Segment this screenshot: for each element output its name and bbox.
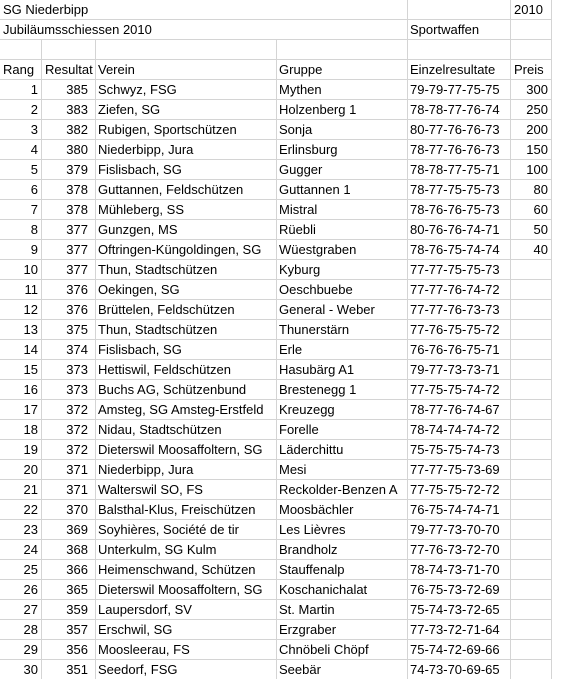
header-gruppe[interactable]: Gruppe	[277, 60, 408, 80]
verein-cell[interactable]: Rubigen, Sportschützen	[96, 120, 277, 140]
rang-cell[interactable]: 1	[0, 80, 42, 100]
preis-cell[interactable]	[511, 460, 552, 480]
preis-cell[interactable]	[511, 380, 552, 400]
einzelresultate-cell[interactable]: 75-74-73-72-65	[408, 600, 511, 620]
resultat-cell[interactable]: 373	[42, 360, 96, 380]
header-verein[interactable]: Verein	[96, 60, 277, 80]
verein-cell[interactable]: Niederbipp, Jura	[96, 460, 277, 480]
table-row	[0, 580, 575, 600]
gruppe-cell[interactable]: Kyburg	[277, 260, 408, 280]
einzelresultate-cell[interactable]: 77-77-76-74-72	[408, 280, 511, 300]
gruppe-cell[interactable]: Stauffenalp	[277, 560, 408, 580]
verein-cell[interactable]: Gunzgen, MS	[96, 220, 277, 240]
header-preis[interactable]: Preis	[511, 60, 552, 80]
preis-cell[interactable]	[511, 260, 552, 280]
resultat-cell[interactable]: 366	[42, 560, 96, 580]
einzelresultate-cell[interactable]: 79-79-77-75-75	[408, 80, 511, 100]
rang-cell[interactable]: 20	[0, 460, 42, 480]
gruppe-cell[interactable]: Forelle	[277, 420, 408, 440]
empty-cell[interactable]	[96, 40, 277, 60]
rang-cell[interactable]: 17	[0, 400, 42, 420]
gruppe-cell[interactable]: Kreuzegg	[277, 400, 408, 420]
einzelresultate-cell[interactable]: 78-77-76-74-67	[408, 400, 511, 420]
blank-row	[0, 40, 575, 60]
table-row	[0, 300, 575, 320]
resultat-cell[interactable]: 356	[42, 640, 96, 660]
resultat-cell[interactable]: 379	[42, 160, 96, 180]
verein-cell[interactable]: Moosleerau, FS	[96, 640, 277, 660]
gruppe-cell[interactable]: Chnöbeli Chöpf	[277, 640, 408, 660]
rang-cell[interactable]: 30	[0, 660, 42, 679]
preis-cell[interactable]: 60	[511, 200, 552, 220]
einzelresultate-cell[interactable]: 78-77-76-76-73	[408, 140, 511, 160]
preis-cell[interactable]	[511, 320, 552, 340]
resultat-cell[interactable]: 373	[42, 380, 96, 400]
gruppe-cell[interactable]: Mesi	[277, 460, 408, 480]
preis-cell[interactable]	[511, 400, 552, 420]
resultat-cell[interactable]: 376	[42, 280, 96, 300]
rang-cell[interactable]: 3	[0, 120, 42, 140]
rang-cell[interactable]: 26	[0, 580, 42, 600]
resultat-cell[interactable]: 357	[42, 620, 96, 640]
resultat-cell[interactable]: 365	[42, 580, 96, 600]
header-resultat[interactable]: Resultat	[42, 60, 96, 80]
table-row	[0, 340, 575, 360]
resultat-cell[interactable]: 377	[42, 240, 96, 260]
gruppe-cell[interactable]: Brestenegg 1	[277, 380, 408, 400]
resultat-cell[interactable]: 374	[42, 340, 96, 360]
preis-cell[interactable]	[511, 520, 552, 540]
gruppe-cell[interactable]: Reckolder-Benzen A	[277, 480, 408, 500]
gruppe-cell[interactable]: Les Lièvres	[277, 520, 408, 540]
rang-cell[interactable]: 12	[0, 300, 42, 320]
table-row	[0, 220, 575, 240]
resultat-cell[interactable]: 359	[42, 600, 96, 620]
table-row	[0, 380, 575, 400]
resultat-cell[interactable]: 377	[42, 260, 96, 280]
einzelresultate-cell[interactable]: 78-76-75-74-74	[408, 240, 511, 260]
preis-cell[interactable]	[511, 500, 552, 520]
verein-cell[interactable]: Buchs AG, Schützenbund	[96, 380, 277, 400]
table-row	[0, 180, 575, 200]
preis-cell[interactable]	[511, 540, 552, 560]
gruppe-cell[interactable]: Brandholz	[277, 540, 408, 560]
gruppe-cell[interactable]: Koschanichalat	[277, 580, 408, 600]
preis-cell[interactable]	[511, 560, 552, 580]
table-row	[0, 420, 575, 440]
empty-cell[interactable]	[277, 40, 408, 60]
gruppe-cell[interactable]: Mythen	[277, 80, 408, 100]
preis-cell[interactable]	[511, 660, 552, 679]
preis-cell[interactable]	[511, 640, 552, 660]
einzelresultate-cell[interactable]: 74-73-70-69-65	[408, 660, 511, 679]
rang-cell[interactable]: 7	[0, 200, 42, 220]
resultat-cell[interactable]: 380	[42, 140, 96, 160]
verein-cell[interactable]: Seedorf, FSG	[96, 660, 277, 679]
verein-cell[interactable]: Thun, Stadtschützen	[96, 320, 277, 340]
table-row	[0, 500, 575, 520]
verein-cell[interactable]: Dieterswil Moosaffoltern, SG	[96, 440, 277, 460]
einzelresultate-cell[interactable]: 75-75-75-74-73	[408, 440, 511, 460]
einzelresultate-cell[interactable]: 77-77-75-73-69	[408, 460, 511, 480]
einzelresultate-cell[interactable]: 77-75-75-74-72	[408, 380, 511, 400]
verein-cell[interactable]: Fislisbach, SG	[96, 160, 277, 180]
preis-cell[interactable]	[511, 580, 552, 600]
einzelresultate-cell[interactable]: 76-76-76-75-71	[408, 340, 511, 360]
preis-cell[interactable]	[511, 600, 552, 620]
preis-cell[interactable]	[511, 280, 552, 300]
resultat-cell[interactable]: 351	[42, 660, 96, 679]
table-row	[0, 160, 575, 180]
einzelresultate-cell[interactable]: 77-76-73-72-70	[408, 540, 511, 560]
einzelresultate-cell[interactable]: 79-77-73-73-71	[408, 360, 511, 380]
einzelresultate-cell[interactable]: 76-75-73-72-69	[408, 580, 511, 600]
rang-cell[interactable]: 18	[0, 420, 42, 440]
resultat-cell[interactable]: 378	[42, 180, 96, 200]
verein-cell[interactable]: Ziefen, SG	[96, 100, 277, 120]
einzelresultate-cell[interactable]: 80-77-76-76-73	[408, 120, 511, 140]
table-row	[0, 260, 575, 280]
preis-cell[interactable]	[511, 440, 552, 460]
resultat-cell[interactable]: 376	[42, 300, 96, 320]
preis-cell[interactable]	[511, 360, 552, 380]
preis-cell[interactable]	[511, 300, 552, 320]
table-row	[0, 600, 575, 620]
verein-cell[interactable]: Mühleberg, SS	[96, 200, 277, 220]
rang-cell[interactable]: 21	[0, 480, 42, 500]
verein-cell[interactable]: Balsthal-Klus, Freischützen	[96, 500, 277, 520]
table-row	[0, 80, 575, 100]
verein-cell[interactable]: Nidau, Stadtschützen	[96, 420, 277, 440]
verein-cell[interactable]: Schwyz, FSG	[96, 80, 277, 100]
rang-cell[interactable]: 29	[0, 640, 42, 660]
preis-cell[interactable]	[511, 420, 552, 440]
einzelresultate-cell[interactable]: 77-77-76-73-73	[408, 300, 511, 320]
table-row	[0, 100, 575, 120]
preis-cell[interactable]	[511, 620, 552, 640]
gruppe-cell[interactable]: General - Weber	[277, 300, 408, 320]
verein-cell[interactable]: Laupersdorf, SV	[96, 600, 277, 620]
resultat-cell[interactable]: 371	[42, 480, 96, 500]
resultat-cell[interactable]: 372	[42, 420, 96, 440]
table-row	[0, 280, 575, 300]
verein-cell[interactable]: Oekingen, SG	[96, 280, 277, 300]
gruppe-cell[interactable]: Guttannen 1	[277, 180, 408, 200]
verein-cell[interactable]: Fislisbach, SG	[96, 340, 277, 360]
gruppe-cell[interactable]: Erlinsburg	[277, 140, 408, 160]
verein-cell[interactable]: Guttannen, Feldschützen	[96, 180, 277, 200]
gruppe-cell[interactable]: Gugger	[277, 160, 408, 180]
preis-cell[interactable]: 80	[511, 180, 552, 200]
gruppe-cell[interactable]: Moosbächler	[277, 500, 408, 520]
year-cell[interactable]: 2010	[511, 0, 552, 20]
table-row	[0, 200, 575, 220]
preis-cell[interactable]: 100	[511, 160, 552, 180]
gruppe-cell[interactable]: Mistral	[277, 200, 408, 220]
empty-cell[interactable]	[511, 40, 552, 60]
rang-cell[interactable]: 5	[0, 160, 42, 180]
empty-cell[interactable]	[408, 40, 511, 60]
empty-cell[interactable]	[42, 40, 96, 60]
table-row	[0, 120, 575, 140]
gruppe-cell[interactable]: Wüestgraben	[277, 240, 408, 260]
gruppe-cell[interactable]: Erzgraber	[277, 620, 408, 640]
sheet-subtitle[interactable]: Jubiläumsschiessen 2010	[0, 20, 408, 40]
gruppe-cell[interactable]: Erle	[277, 340, 408, 360]
rang-cell[interactable]: 8	[0, 220, 42, 240]
rang-cell[interactable]: 6	[0, 180, 42, 200]
resultat-cell[interactable]: 377	[42, 220, 96, 240]
verein-cell[interactable]: Niederbipp, Jura	[96, 140, 277, 160]
gruppe-cell[interactable]: Thunerstärn	[277, 320, 408, 340]
verein-cell[interactable]: Hettiswil, Feldschützen	[96, 360, 277, 380]
einzelresultate-cell[interactable]: 79-77-73-70-70	[408, 520, 511, 540]
verein-cell[interactable]: Dieterswil Moosaffoltern, SG	[96, 580, 277, 600]
rang-cell[interactable]: 10	[0, 260, 42, 280]
subtitle-row	[0, 20, 575, 40]
preis-cell[interactable]: 200	[511, 120, 552, 140]
rang-cell[interactable]: 9	[0, 240, 42, 260]
header-row	[0, 60, 575, 80]
empty-cell[interactable]	[408, 0, 511, 20]
table-row	[0, 520, 575, 540]
einzelresultate-cell[interactable]: 78-77-75-75-73	[408, 180, 511, 200]
preis-cell[interactable]: 50	[511, 220, 552, 240]
resultat-cell[interactable]: 383	[42, 100, 96, 120]
einzelresultate-cell[interactable]: 78-76-76-75-73	[408, 200, 511, 220]
einzelresultate-cell[interactable]: 78-74-73-71-70	[408, 560, 511, 580]
gruppe-cell[interactable]: Läderchittu	[277, 440, 408, 460]
gruppe-cell[interactable]: Seebär	[277, 660, 408, 679]
einzelresultate-cell[interactable]: 77-77-75-75-73	[408, 260, 511, 280]
table-row	[0, 360, 575, 380]
resultat-cell[interactable]: 372	[42, 440, 96, 460]
gruppe-cell[interactable]: St. Martin	[277, 600, 408, 620]
resultat-cell[interactable]: 368	[42, 540, 96, 560]
verein-cell[interactable]: Walterswil SO, FS	[96, 480, 277, 500]
einzelresultate-cell[interactable]: 78-74-74-74-72	[408, 420, 511, 440]
einzelresultate-cell[interactable]: 77-76-75-75-72	[408, 320, 511, 340]
table-row	[0, 660, 575, 679]
table-row	[0, 620, 575, 640]
einzelresultate-cell[interactable]: 76-75-74-74-71	[408, 500, 511, 520]
verein-cell[interactable]: Amsteg, SG Amsteg-Erstfeld	[96, 400, 277, 420]
table-row	[0, 560, 575, 580]
table-row	[0, 480, 575, 500]
resultat-cell[interactable]: 375	[42, 320, 96, 340]
einzelresultate-cell[interactable]: 77-75-75-72-72	[408, 480, 511, 500]
resultat-cell[interactable]: 370	[42, 500, 96, 520]
verein-cell[interactable]: Thun, Stadtschützen	[96, 260, 277, 280]
table-row	[0, 460, 575, 480]
resultat-cell[interactable]: 369	[42, 520, 96, 540]
table-row	[0, 240, 575, 260]
gruppe-cell[interactable]: Holzenberg 1	[277, 100, 408, 120]
gruppe-cell[interactable]: Sonja	[277, 120, 408, 140]
sheet-title[interactable]: SG Niederbipp	[0, 0, 408, 20]
rang-cell[interactable]: 11	[0, 280, 42, 300]
preis-cell[interactable]: 40	[511, 240, 552, 260]
preis-cell[interactable]: 300	[511, 80, 552, 100]
table-row	[0, 400, 575, 420]
empty-cell[interactable]	[0, 40, 42, 60]
einzelresultate-cell[interactable]: 75-74-72-69-66	[408, 640, 511, 660]
rang-cell[interactable]: 13	[0, 320, 42, 340]
einzelresultate-cell[interactable]: 77-73-72-71-64	[408, 620, 511, 640]
verein-cell[interactable]: Oftringen-Küngoldingen, SG	[96, 240, 277, 260]
rang-cell[interactable]: 15	[0, 360, 42, 380]
rang-cell[interactable]: 16	[0, 380, 42, 400]
rang-cell[interactable]: 14	[0, 340, 42, 360]
verein-cell[interactable]: Heimenschwand, Schützen	[96, 560, 277, 580]
verein-cell[interactable]: Brüttelen, Feldschützen	[96, 300, 277, 320]
resultat-cell[interactable]: 382	[42, 120, 96, 140]
gruppe-cell[interactable]: Hasubärg A1	[277, 360, 408, 380]
resultat-cell[interactable]: 371	[42, 460, 96, 480]
table-row	[0, 320, 575, 340]
verein-cell[interactable]: Soyhières, Société de tir	[96, 520, 277, 540]
gruppe-cell[interactable]: Rüebli	[277, 220, 408, 240]
einzelresultate-cell[interactable]: 78-78-77-76-74	[408, 100, 511, 120]
table-row	[0, 440, 575, 460]
rang-cell[interactable]: 22	[0, 500, 42, 520]
preis-cell[interactable]: 150	[511, 140, 552, 160]
resultat-cell[interactable]: 372	[42, 400, 96, 420]
header-einzelresultate[interactable]: Einzelresultate	[408, 60, 511, 80]
empty-cell[interactable]	[511, 20, 552, 40]
gruppe-cell[interactable]: Oeschbuebe	[277, 280, 408, 300]
rang-cell[interactable]: 4	[0, 140, 42, 160]
rang-cell[interactable]: 19	[0, 440, 42, 460]
header-rang[interactable]: Rang	[0, 60, 42, 80]
rang-cell[interactable]: 27	[0, 600, 42, 620]
einzelresultate-cell[interactable]: 80-76-76-74-71	[408, 220, 511, 240]
einzelresultate-cell[interactable]: 78-78-77-75-71	[408, 160, 511, 180]
rang-cell[interactable]: 24	[0, 540, 42, 560]
preis-cell[interactable]	[511, 340, 552, 360]
rang-cell[interactable]: 2	[0, 100, 42, 120]
verein-cell[interactable]: Erschwil, SG	[96, 620, 277, 640]
table-row	[0, 540, 575, 560]
rang-cell[interactable]: 28	[0, 620, 42, 640]
category-cell[interactable]: Sportwaffen	[408, 20, 511, 40]
preis-cell[interactable]	[511, 480, 552, 500]
preis-cell[interactable]: 250	[511, 100, 552, 120]
rang-cell[interactable]: 25	[0, 560, 42, 580]
resultat-cell[interactable]: 385	[42, 80, 96, 100]
title-row	[0, 0, 575, 20]
resultat-cell[interactable]: 378	[42, 200, 96, 220]
rang-cell[interactable]: 23	[0, 520, 42, 540]
table-row	[0, 640, 575, 660]
table-row	[0, 140, 575, 160]
verein-cell[interactable]: Unterkulm, SG Kulm	[96, 540, 277, 560]
